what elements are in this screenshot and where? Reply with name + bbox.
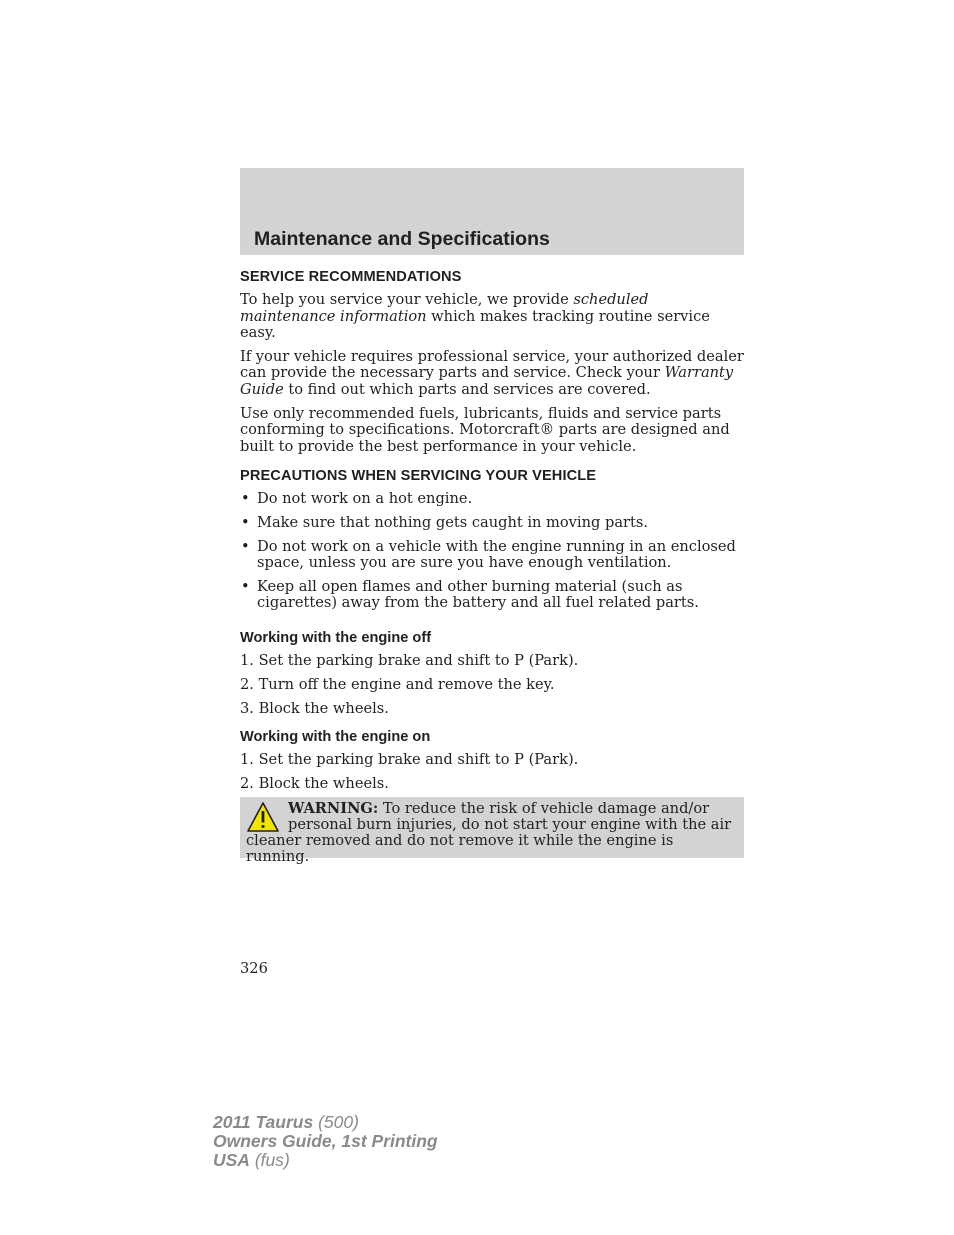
text-span: which makes tracking routine service easy. (240, 307, 710, 342)
paragraph-service-3: Use only recommended fuels, lubricants, fluids and service parts conforming to specifications. Motorcraft® parts are designed and built to provide the best performance in your vehicle. (240, 404, 730, 455)
footer-market: USA (213, 1150, 250, 1170)
engine-on-steps (240, 752, 744, 793)
italic-term: scheduled maintenance information (240, 291, 649, 325)
warning-body: To reduce the risk of vehicle damage and/or personal burn injuries, do not start your engine with the air cleaner removed and do not remove it while the engine is running. (246, 800, 732, 865)
list-item (240, 515, 744, 532)
precautions-list (240, 491, 744, 612)
main-content (240, 268, 744, 800)
footer-printing: Owners Guide, 1st Printing (213, 1131, 438, 1151)
step-item: 2. Turn off the engine and remove the key. (240, 675, 555, 693)
text-span: If your vehicle requires professional service, your authorized dealer can provide the necessary parts and service. Check your (240, 347, 744, 382)
list-item (240, 579, 744, 612)
heading-engine-off: Working with the engine off (240, 629, 432, 646)
warning-text (246, 801, 738, 865)
paragraph-service-1 (240, 292, 744, 342)
heading-precautions: PRECAUTIONS WHEN SERVICING YOUR VEHICLE (240, 468, 597, 485)
step-item: 3. Block the wheels. (240, 699, 389, 717)
list-item-text: Make sure that nothing gets caught in moving parts. (257, 513, 648, 531)
footer-line-3 (213, 1151, 438, 1170)
footer-model: 2011 Taurus (213, 1112, 314, 1132)
footer-line-2 (213, 1132, 438, 1151)
heading-engine-on: Working with the engine on (240, 729, 431, 746)
engine-off-steps (240, 653, 744, 718)
step-item: 1. Set the parking brake and shift to P (Park). (240, 751, 579, 769)
list-item-text: Do not work on a vehicle with the engine running in an enclosed space, unless you are sure you have enough ventilation. (257, 537, 736, 572)
warning-label: WARNING: (288, 800, 379, 817)
paragraph-service-2 (240, 349, 744, 399)
footer-code: (500) (313, 1112, 359, 1132)
heading-service-recommendations: SERVICE RECOMMENDATIONS (240, 269, 462, 285)
bullet-icon: • (241, 513, 250, 531)
list-item-text: Do not work on a hot engine. (257, 490, 473, 508)
page-number: 326 (240, 960, 268, 977)
warning-triangle-icon (246, 801, 280, 833)
warning-box (240, 797, 744, 865)
list-item-text: Keep all open flames and other burning material (such as cigarettes) away from the battery and all fuel related parts. (257, 577, 699, 612)
section-header-band (240, 168, 744, 255)
list-item (240, 491, 744, 508)
text-span: to find out which parts and services are covered. (283, 380, 651, 398)
step-item: 1. Set the parking brake and shift to P (Park). (240, 651, 579, 669)
text-span: To help you service your vehicle, we provide (240, 291, 574, 308)
footer-edition (213, 1113, 438, 1170)
section-title: Maintenance and Specifications (254, 228, 550, 250)
bullet-icon: • (241, 537, 250, 555)
step-item: 2. Block the wheels. (240, 775, 389, 793)
list-item (240, 539, 744, 572)
bullet-icon: • (241, 577, 250, 595)
italic-term: Warranty Guide (240, 364, 734, 398)
footer-line-1 (213, 1113, 438, 1132)
footer-market-code: (fus) (249, 1150, 290, 1170)
bullet-icon: • (241, 490, 250, 508)
